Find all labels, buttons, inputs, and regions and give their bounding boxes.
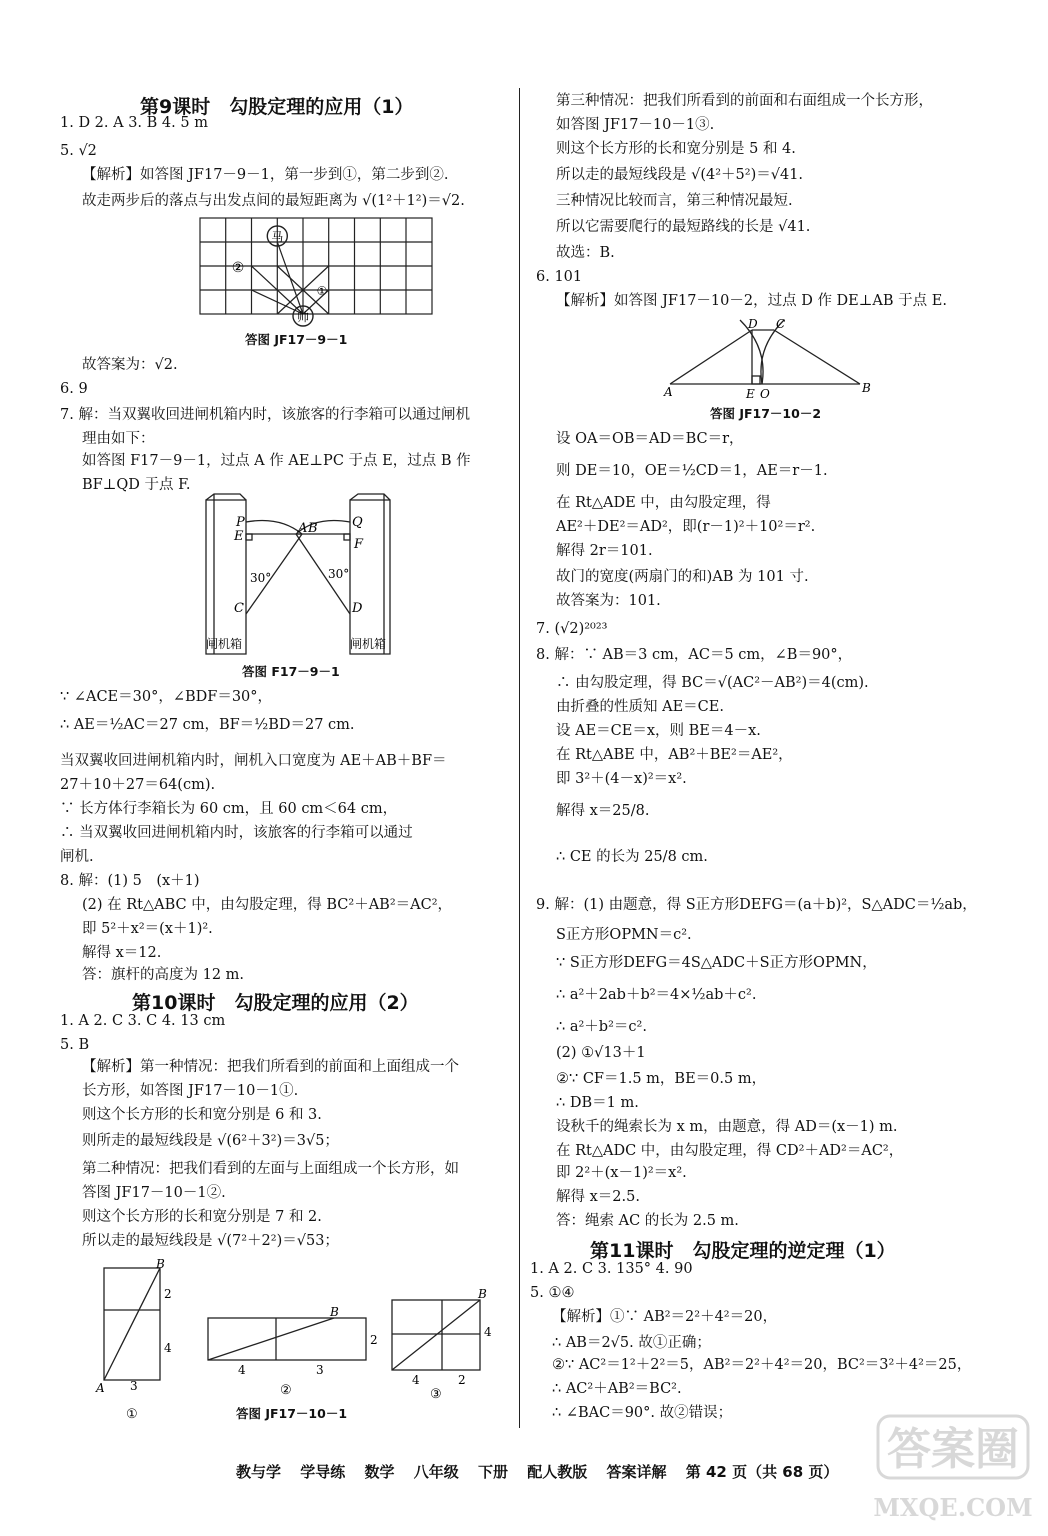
step-2-label: ② <box>231 260 245 276</box>
point-C: C <box>776 317 786 331</box>
point-B: B <box>308 521 318 536</box>
answer-line: 则 DE＝10，OE＝½CD＝1，AE＝r－1. <box>556 463 828 479</box>
answer-line: 所以它需要爬行的最短路线的长是 √41. <box>556 219 811 235</box>
answer-line: 解得 x＝2.5. <box>556 1189 640 1205</box>
answer-line: 理由如下： <box>82 431 155 447</box>
answer-line: ∴ AC²＋AB²＝BC². <box>552 1381 682 1397</box>
answer-line: 7. 解：当双翼收回进闸机箱内时，该旅客的行李箱可以通过闸机 <box>60 407 470 423</box>
answer-line: 设 OA＝OB＝AD＝BC＝r， <box>556 431 744 447</box>
answer-line: AE²＋DE²＝AD²，即(r－1)²＋10²＝r². <box>556 519 816 535</box>
angle-label: 30° <box>328 567 350 581</box>
page-footer <box>236 1461 852 1482</box>
point-A: A <box>298 521 308 536</box>
answer-line: 如答图 F17－9－1，过点 A 作 AE⊥PC 于点 E，过点 B 作 <box>82 453 471 469</box>
chessboard-figure <box>198 216 438 326</box>
footer-part: 学导练 <box>300 1463 346 1481</box>
watermark-logo <box>870 1408 1040 1530</box>
answer-line: 故门的宽度(两扇门的和)AB 为 101 寸. <box>556 569 809 585</box>
point-E: E <box>746 387 755 401</box>
answer-line: 则这个长方形的长和宽分别是 5 和 4. <box>556 141 796 157</box>
answer-line: ②∵ AC²＝1²＋2²＝5，AB²＝2²＋4²＝20，BC²＝3²＋4²＝25， <box>552 1357 972 1373</box>
answer-line: ∵ S正方形DEFG＝4S△ADC＋S正方形OPMN， <box>556 955 877 971</box>
lesson-10-heading: 第10课时 勾股定理的应用（2） <box>132 992 419 1014</box>
answer-line: 长方形，如答图 JF17－10－1①. <box>82 1083 299 1099</box>
answer-line: 5. B <box>60 1037 90 1053</box>
answer-line: ∴ 由勾股定理，得 BC＝√(AC²－AB²)＝4(cm). <box>556 675 869 691</box>
gate-box-label: 闸机箱 <box>206 637 243 651</box>
answer-line: 设 AE＝CE＝x，则 BE＝4－x. <box>556 723 761 739</box>
answer-line: 7. (√2)²⁰²³ <box>536 621 608 637</box>
answer-line: 5. √2 <box>60 143 97 159</box>
answer-line: ∴ a²＋2ab＋b²＝4×½ab＋c². <box>556 987 757 1003</box>
answer-line: 【解析】①∵ AB²＝2²＋4²＝20， <box>552 1309 778 1325</box>
dimension-label: 4 <box>484 1325 492 1339</box>
footer-part: 数学 <box>364 1463 395 1481</box>
answer-line: (2) 在 Rt△ABC 中，由勾股定理，得 BC²＋AB²＝AC²， <box>82 897 453 913</box>
answer-line: ∴ a²＋b²＝c². <box>556 1019 647 1035</box>
point-Q: Q <box>352 515 363 530</box>
answer-line: 解得 2r＝101. <box>556 543 653 559</box>
footer-part: 教与学 <box>236 1463 282 1481</box>
answer-line: 5. ①④ <box>530 1285 575 1301</box>
point-O: O <box>760 387 770 401</box>
dimension-label: 2 <box>458 1373 466 1387</box>
point-B: B <box>156 1257 165 1271</box>
answer-line: 答图 JF17－10－1②. <box>82 1185 226 1201</box>
horse-label: 马 <box>271 230 284 244</box>
answer-line: (2) ①√13＋1 <box>556 1045 646 1061</box>
answer-line: 即 5²＋x²＝(x＋1)². <box>82 921 213 937</box>
gate-machine-figure <box>200 494 440 660</box>
dimension-label: 4 <box>164 1341 172 1355</box>
point-D: D <box>352 601 363 616</box>
footer-part: 答案详解 <box>606 1463 667 1481</box>
answer-line: ∴ 当双翼收回进闸机箱内时，该旅客的行李箱可以通过 <box>60 825 413 841</box>
answer-line: 在 Rt△ADC 中，由勾股定理，得 CD²＋AD²＝AC²， <box>556 1143 904 1159</box>
answer-line: 所以走的最短线段是 √(4²＋5²)＝√41. <box>556 167 804 183</box>
answer-line: ∴ AE＝½AC＝27 cm，BF＝½BD＝27 cm. <box>60 717 355 733</box>
footer-part: 配人教版 <box>527 1463 588 1481</box>
point-B: B <box>330 1305 339 1319</box>
answer-line: 故答案为：√2. <box>82 357 178 373</box>
point-C: C <box>234 601 244 616</box>
answer-line: 答：旗杆的高度为 12 m. <box>82 967 245 983</box>
answer-line: 【解析】第一种情况：把我们所看到的前面和上面组成一个 <box>82 1059 459 1075</box>
answer-line: 三种情况比较而言，第三种情况最短. <box>556 193 793 209</box>
dimension-label: 4 <box>238 1363 246 1377</box>
watermark-text: 答案圈 <box>887 1424 1019 1475</box>
point-A: A <box>96 1381 105 1395</box>
answer-line: 闸机. <box>60 849 94 865</box>
answer-line: 则这个长方形的长和宽分别是 7 和 2. <box>82 1209 322 1225</box>
answer-line: ∴ CE 的长为 25/8 cm. <box>556 849 708 865</box>
lesson-11-heading: 第11课时 勾股定理的逆定理（1） <box>590 1240 896 1262</box>
figure-caption: 答图 JF17－10－1 <box>236 1406 348 1421</box>
point-D: D <box>748 317 758 331</box>
lesson-9-heading: 第9课时 勾股定理的应用（1） <box>140 96 414 118</box>
answer-line: S正方形OPMN＝c². <box>556 927 692 943</box>
figure-caption: 答图 F17－9－1 <box>242 664 340 679</box>
answer-line: 【解析】如答图 JF17－10－2，过点 D 作 DE⊥AB 于点 E. <box>556 293 947 309</box>
figure-3-mark: ③ <box>430 1387 442 1402</box>
figure-caption: 答图 JF17－10－2 <box>710 406 822 421</box>
answer-line: ∵ 长方体行李箱长为 60 cm，且 60 cm＜64 cm， <box>60 801 398 817</box>
answer-line: 如答图 JF17－10－1③. <box>556 117 715 133</box>
dimension-label: 4 <box>412 1373 420 1387</box>
answer-line: 第二种情况：把我们看到的左面与上面组成一个长方形，如 <box>82 1161 459 1177</box>
answer-line: 在 Rt△ADE 中，由勾股定理，得 <box>556 495 771 511</box>
marshal-label: 帅 <box>296 310 310 324</box>
answer-line: 当双翼收回进闸机箱内时，闸机入口宽度为 AE＋AB＋BF＝ <box>60 753 447 769</box>
answer-line: 6. 9 <box>60 381 88 397</box>
point-B: B <box>478 1287 487 1301</box>
answer-line: 即 3²＋(4－x)²＝x². <box>556 771 687 787</box>
answer-line: 8. 解：∵ AB＝3 cm，AC＝5 cm，∠B＝90°， <box>536 647 853 663</box>
point-A: A <box>664 385 673 399</box>
dimension-label: 3 <box>130 1379 138 1393</box>
point-P: P <box>236 515 245 530</box>
answer-line: 设秋千的绳索长为 x m，由题意，得 AD＝(x－1) m. <box>556 1119 898 1135</box>
answer-line: 则所走的最短线段是 √(6²＋3²)＝3√5； <box>82 1133 339 1149</box>
answer-line: 第三种情况：把我们所看到的前面和右面组成一个长方形， <box>556 93 933 109</box>
footer-part: 第 42 页（共 68 页） <box>685 1463 839 1481</box>
answer-line: ∴ ∠BAC＝90°. 故②错误； <box>552 1405 733 1421</box>
answer-line: 故选：B. <box>556 245 615 261</box>
answer-line: 所以走的最短线段是 √(7²＋2²)＝√53； <box>82 1233 339 1249</box>
angle-label: 30° <box>250 571 272 585</box>
answer-line: 由折叠的性质知 AE＝CE. <box>556 699 724 715</box>
answer-line: 即 2²＋(x－1)²＝x². <box>556 1165 687 1181</box>
step-1-label: ① <box>316 284 328 298</box>
footer-part: 八年级 <box>413 1463 459 1481</box>
answer-line: 【解析】如答图 JF17－9－1，第一步到①，第二步到②. <box>82 167 449 183</box>
column-divider <box>519 88 520 1428</box>
point-B: B <box>862 381 871 395</box>
answer-line: 故走两步后的落点与出发点间的最短距离为 √(1²＋1²)＝√2. <box>82 193 465 209</box>
gate-box-label: 闸机箱 <box>350 637 387 651</box>
answer-line: 27＋10＋27＝64(cm). <box>60 777 216 793</box>
answer-line: 8. 解：(1) 5 (x＋1) <box>60 873 200 889</box>
answer-line: 1. D 2. A 3. B 4. 5 m <box>60 115 208 131</box>
dimension-label: 2 <box>164 1287 172 1301</box>
dimension-label: 2 <box>370 1333 378 1347</box>
answer-line: 6. 101 <box>536 269 583 285</box>
watermark-site: MXQE.COM <box>873 1493 1033 1522</box>
answer-line: ∴ AB＝2√5. 故①正确； <box>552 1335 711 1351</box>
point-E: E <box>234 529 244 544</box>
answer-line: 解得 x＝12. <box>82 945 162 961</box>
figure-caption: 答图 JF17－9－1 <box>245 332 348 347</box>
answer-line: BF⊥QD 于点 F. <box>82 477 191 493</box>
answer-line: 1. A 2. C 3. C 4. 13 cm <box>60 1013 226 1029</box>
footer-part: 下册 <box>478 1463 509 1481</box>
answer-line: 答：绳索 AC 的长为 2.5 m. <box>556 1213 739 1229</box>
answer-line: ②∵ CF＝1.5 m，BE＝0.5 m， <box>556 1071 767 1087</box>
answer-line: 在 Rt△ABE 中，AB²＋BE²＝AE²， <box>556 747 793 763</box>
answer-line: 则这个长方形的长和宽分别是 6 和 3. <box>82 1107 322 1123</box>
figure-1-mark: ① <box>126 1407 138 1422</box>
door-figure <box>664 312 874 402</box>
answer-line: 故答案为：101. <box>556 593 661 609</box>
dimension-label: 3 <box>316 1363 324 1377</box>
answer-line: 1. A 2. C 3. 135° 4. 90 <box>530 1261 693 1277</box>
answer-line: 9. 解：(1) 由题意，得 S正方形DEFG＝(a＋b)²，S△ADC＝½ab， <box>536 897 977 913</box>
figure-2-mark: ② <box>280 1383 292 1398</box>
answer-line: ∴ DB＝1 m. <box>556 1095 639 1111</box>
answer-line: ∵ ∠ACE＝30°，∠BDF＝30°， <box>60 689 273 705</box>
answer-line: 解得 x＝25/8. <box>556 803 650 819</box>
point-F: F <box>354 537 364 552</box>
